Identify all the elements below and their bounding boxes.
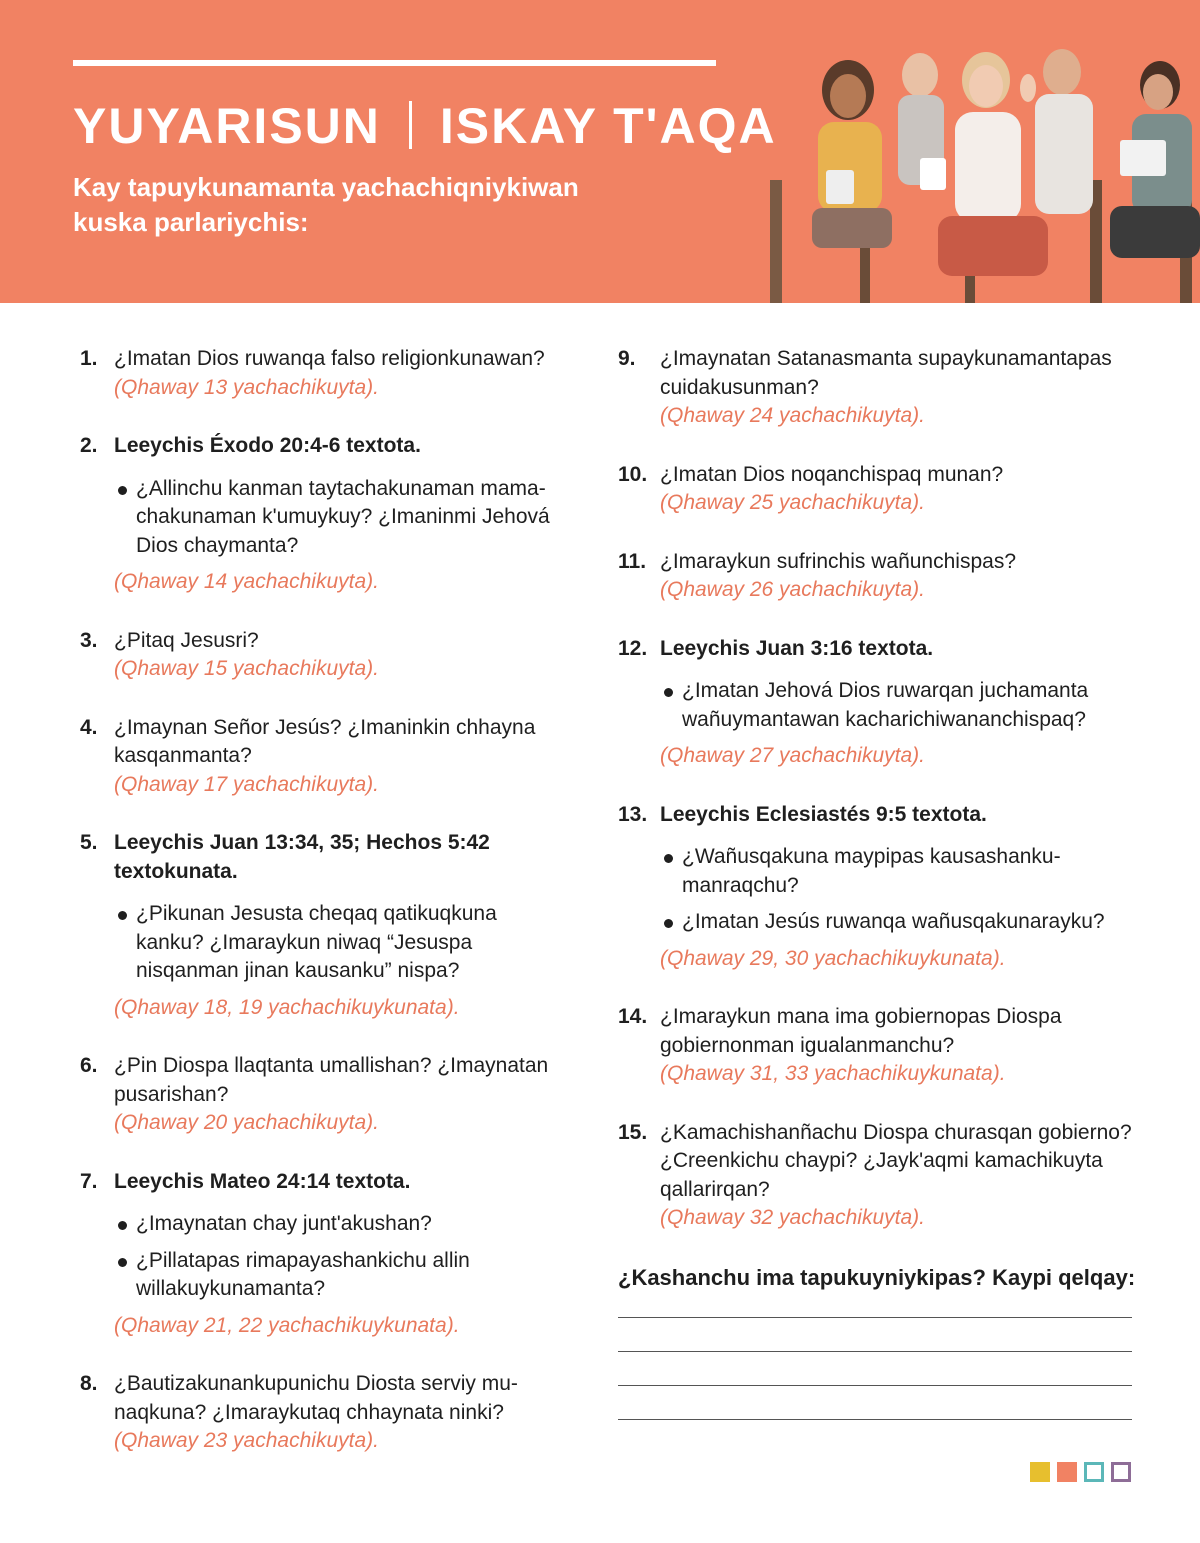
question-item: [618, 345, 1138, 431]
header-rule: [73, 60, 716, 66]
question-text: ¿Pitaq Jesusri?: [114, 628, 259, 652]
bullet-list: [660, 677, 1138, 734]
lesson-reference: (Qhaway 20 yachachikuyta).: [114, 1111, 379, 1134]
lesson-reference: (Qhaway 18, 19 yachachikuykunata).: [114, 995, 460, 1019]
question-text: ¿Bautizakunankupunichu Diosta serviy munaqkuna? ¿Imaraykutaq chhaynata ninki?: [114, 1372, 518, 1424]
question-item: [618, 1119, 1138, 1233]
bullet-item: ¿Allinchu kanman taytachakunaman mamachakunaman k'umuykuy? ¿Imaninmi Jehová Dios chaymanta?: [114, 475, 560, 561]
question-text: ¿Kamachishanñachu Diospa churasqan gobierno? ¿Creenkichu chaypi? ¿Jayk'aqmi kamachikuyta qallarirqan?: [660, 1120, 1132, 1201]
lesson-reference: (Qhaway 26 yachachikuyta).: [660, 578, 925, 601]
closing-prompt: ¿Kashanchu ima tapukuyniykipas? Kaypi qelqay:: [618, 1264, 1136, 1290]
question-number: 1.: [80, 347, 98, 370]
page-title: [73, 98, 777, 154]
question-item: [618, 801, 1138, 974]
question-text: Leeychis Mateo 24:14 textota.: [114, 1169, 411, 1193]
lesson-reference: (Qhaway 25 yachachikuyta).: [660, 491, 925, 514]
question-item: [618, 548, 1138, 605]
yellow-square-icon: [1030, 1462, 1050, 1482]
question-number: 10.: [618, 462, 648, 486]
questions-left-column: [80, 345, 560, 1486]
writing-line: [618, 1351, 1132, 1352]
lesson-reference: (Qhaway 21, 22 yachachikuykunata).: [114, 1313, 460, 1337]
question-text: ¿Imaraykun sufrinchis wañunchispas?: [660, 549, 1016, 573]
question-item: [618, 635, 1138, 771]
question-text: ¿Pin Diospa llaqtanta umallishan? ¿Imaynatan pusarishan?: [114, 1054, 549, 1106]
teal-outline-square-icon: [1084, 1462, 1104, 1482]
bullet-item: ¿Pikunan Jesusta cheqaq qatikuqkuna kanku? ¿Imaraykun niwaq “Jesuspa nisqanman jinan kausanku” nispa?: [114, 900, 560, 986]
writing-area[interactable]: [618, 1317, 1138, 1420]
question-text: ¿Imatan Dios noqanchispaq munan?: [660, 462, 1004, 486]
question-item: [618, 1003, 1138, 1089]
question-number: 5.: [80, 831, 98, 854]
question-item: [80, 1168, 560, 1341]
bullet-list: [660, 843, 1138, 937]
question-text: Leeychis Eclesiastés 9:5 textota.: [660, 802, 987, 826]
question-text: Leeychis Éxodo 20:4-6 textota.: [114, 434, 421, 457]
writing-line: [618, 1419, 1132, 1420]
bullet-item: ¿Imaynatan chay junt'akushan?: [114, 1210, 560, 1239]
bullet-item: ¿Imatan Jehová Dios ruwarqan juchamanta wañuymantawan kacharichiwananchispaq?: [660, 677, 1138, 734]
title-part-2: ISKAY T'AQA: [439, 98, 777, 154]
question-number: 15.: [618, 1120, 648, 1144]
bullet-item: ¿Pillatapas rimapayashankichu allin willakuykunamanta?: [114, 1247, 560, 1304]
lesson-reference: (Qhaway 29, 30 yachachikuykunata).: [660, 946, 1006, 970]
purple-outline-square-icon: [1111, 1462, 1131, 1482]
lesson-reference: (Qhaway 17 yachachikuyta).: [114, 772, 379, 796]
lesson-reference: (Qhaway 27 yachachikuyta).: [660, 744, 925, 767]
lesson-reference: (Qhaway 23 yachachikuyta).: [114, 1429, 379, 1452]
lesson-reference: (Qhaway 32 yachachikuyta).: [660, 1206, 925, 1229]
question-text: Leeychis Juan 3:16 textota.: [660, 636, 934, 660]
lesson-reference: (Qhaway 31, 33 yachachikuykunata).: [660, 1062, 1006, 1085]
lesson-reference: (Qhaway 15 yachachikuyta).: [114, 657, 379, 680]
question-item: [80, 1370, 560, 1456]
title-separator: [409, 101, 412, 149]
question-item: [80, 432, 560, 597]
question-number: 14.: [618, 1005, 648, 1028]
bullet-item: ¿Wañusqakuna maypipas kausashankumanraqchu?: [660, 843, 1138, 900]
question-item: [80, 714, 560, 800]
writing-line: [618, 1317, 1132, 1318]
question-item: [80, 829, 560, 1022]
bullet-list: [114, 900, 560, 986]
lesson-reference: (Qhaway 24 yachachikuyta).: [660, 404, 925, 427]
question-text: ¿Imatan Dios ruwanqa falso religionkunawan?: [114, 347, 545, 370]
question-number: 11.: [618, 549, 647, 573]
question-number: 7.: [80, 1169, 98, 1193]
lesson-reference: (Qhaway 14 yachachikuyta).: [114, 570, 379, 593]
question-text: Leeychis Juan 13:34, 35; Hechos 5:42 textokunata.: [114, 831, 490, 883]
question-item: [618, 461, 1138, 518]
question-number: 13.: [618, 802, 648, 826]
question-text: ¿Imaynatan Satanasmanta supaykunamantapas cuidakusunman?: [660, 347, 1112, 399]
question-number: 4.: [80, 715, 98, 739]
question-number: 3.: [80, 628, 98, 652]
question-number: 12.: [618, 636, 648, 660]
header-banner: [0, 0, 1200, 303]
people-seated-illustration: [760, 30, 1200, 303]
page-subtitle: Kay tapuykunamanta yachachiqniykiwan kuska parlariychis:: [73, 172, 579, 237]
coral-square-icon: [1057, 1462, 1077, 1482]
questions-right-column: [618, 345, 1138, 1453]
question-number: 9.: [618, 347, 636, 370]
question-number: 2.: [80, 434, 98, 457]
lesson-reference: (Qhaway 13 yachachikuyta).: [114, 375, 379, 399]
question-number: 6.: [80, 1054, 98, 1077]
question-number: 8.: [80, 1372, 98, 1395]
question-item: [80, 627, 560, 684]
bullet-list: [114, 1210, 560, 1304]
question-item: [80, 1052, 560, 1138]
bullet-list: [114, 475, 560, 561]
bullet-item: ¿Imatan Jesús ruwanqa wañusqakunarayku?: [660, 908, 1138, 937]
writing-line: [618, 1385, 1132, 1386]
title-part-1: YUYARISUN: [73, 98, 381, 154]
question-text: ¿Imaynan Señor Jesús? ¿Imaninkin chhayna kasqanmanta?: [114, 715, 536, 767]
question-item: [80, 345, 560, 402]
question-text: ¿Imaraykun mana ima gobiernopas Diospa gobiernonman igualanmanchu?: [660, 1005, 1062, 1057]
